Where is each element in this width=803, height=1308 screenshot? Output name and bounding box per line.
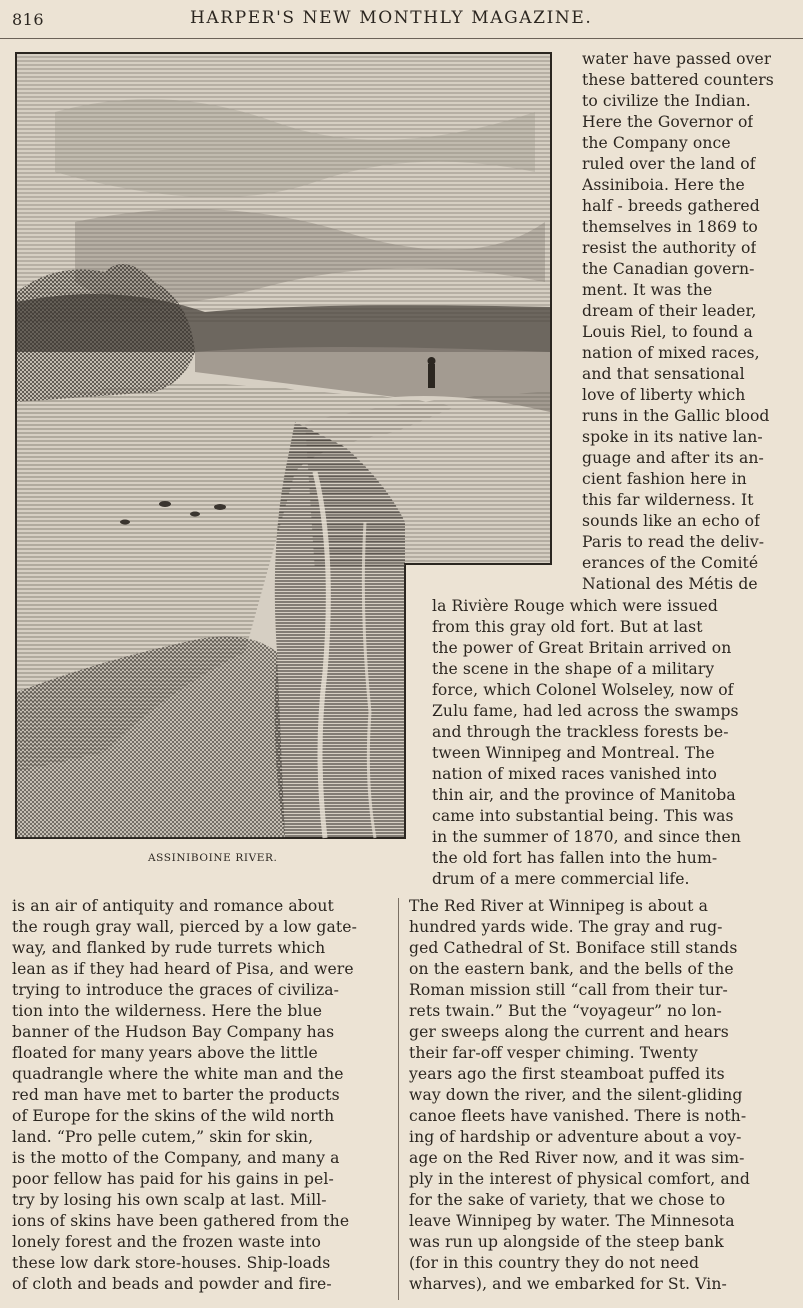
text-line: try by losing his own scalp at last. Mill- — [12, 1191, 327, 1209]
text-line: Assiniboia. Here the — [582, 176, 745, 194]
magazine-title: HARPER'S NEW MONTHLY MAGAZINE. — [190, 8, 593, 28]
text-line: thin air, and the province of Manitoba — [432, 786, 736, 804]
text-line: the Company once — [582, 134, 731, 152]
text-line: poor fellow has paid for his gains in pel- — [12, 1170, 334, 1188]
text-line: ply in the interest of physical comfort, and — [409, 1170, 750, 1188]
text-line: the Canadian govern- — [582, 260, 755, 278]
text-line: canoe fleets have vanished. There is noth- — [409, 1107, 747, 1125]
text-line: sounds like an echo of — [582, 512, 761, 530]
text-line: leave Winnipeg by water. The Minnesota — [409, 1212, 735, 1230]
text-line: in the summer of 1870, and since then — [432, 828, 741, 846]
text-line: themselves in 1869 to — [582, 218, 758, 236]
text-line: this far wilderness. It — [582, 491, 754, 509]
text-line: force, which Colonel Wolseley, now of — [432, 681, 734, 699]
text-line: rets twain.” But the “voyageur” no lon- — [409, 1002, 722, 1020]
text-line: dream of their leader, — [582, 302, 757, 320]
text-line: Roman mission still “call from their tur- — [409, 981, 728, 999]
text-line: nation of mixed races vanished into — [432, 765, 718, 783]
text-line: drum of a mere commercial life. — [432, 870, 690, 888]
text-line: these battered counters — [582, 71, 774, 89]
text-line: half - breeds gathered — [582, 197, 760, 215]
text-line: of cloth and beads and powder and fire- — [12, 1275, 332, 1293]
text-line: is the motto of the Company, and many a — [12, 1149, 340, 1167]
text-line: on the eastern bank, and the bells of the — [409, 960, 734, 978]
text-line: wharves), and we embarked for St. Vin- — [409, 1275, 727, 1293]
text-line: to civilize the Indian. — [582, 92, 751, 110]
text-line: runs in the Gallic blood — [582, 407, 770, 425]
text-line: and through the trackless forests be- — [432, 723, 729, 741]
text-line: ger sweeps along the current and hears — [409, 1023, 729, 1041]
text-line: floated for many years above the little — [12, 1044, 318, 1062]
text-line: the scene in the shape of a military — [432, 660, 715, 678]
text-line: The Red River at Winnipeg is about a — [409, 897, 708, 915]
text-line: is an air of antiquity and romance about — [12, 897, 334, 915]
page-number: 816 — [12, 10, 45, 29]
text-line: red man have met to barter the products — [12, 1086, 340, 1104]
text-line: these low dark store-houses. Ship-loads — [12, 1254, 331, 1272]
text-line: from this gray old fort. But at last — [432, 618, 703, 636]
text-line: cient fashion here in — [582, 470, 747, 488]
text-line: la Rivière Rouge which were issued — [432, 597, 718, 615]
text-line: years ago the first steamboat puffed its — [409, 1065, 725, 1083]
text-line: erances of the Comité — [582, 554, 759, 572]
text-line: banner of the Hudson Bay Company has — [12, 1023, 335, 1041]
text-line: the power of Great Britain arrived on — [432, 639, 732, 657]
text-line: land. “Pro pelle cutem,” skin for skin, — [12, 1128, 314, 1146]
text-line: ment. It was the — [582, 281, 713, 299]
text-line: guage and after its an- — [582, 449, 764, 467]
text-line: their far-off vesper chiming. Twenty — [409, 1044, 698, 1062]
text-line: hundred yards wide. The gray and rug- — [409, 918, 723, 936]
text-line: and that sensational — [582, 365, 745, 383]
text-line: ions of skins have been gathered from the — [12, 1212, 350, 1230]
text-line: Zulu fame, had led across the swamps — [432, 702, 739, 720]
text-line: ruled over the land of — [582, 155, 756, 173]
text-line: National des Métis de — [582, 575, 758, 593]
text-line: way down the river, and the silent-gliding — [409, 1086, 743, 1104]
column-divider — [398, 898, 399, 1300]
text-line: of Europe for the skins of the wild north — [12, 1107, 335, 1125]
illustration-caption: ASSINIBOINE RIVER. — [148, 852, 278, 864]
text-line: the rough gray wall, pierced by a low gate- — [12, 918, 357, 936]
text-line: way, and flanked by rude turrets which — [12, 939, 326, 957]
text-line: love of liberty which — [582, 386, 746, 404]
text-line: age on the Red River now, and it was sim- — [409, 1149, 745, 1167]
text-line: tion into the wilderness. Here the blue — [12, 1002, 323, 1020]
text-line: was run up alongside of the steep bank — [409, 1233, 724, 1251]
text-line: ing of hardship or adventure about a voy- — [409, 1128, 742, 1146]
text-line: resist the authority of — [582, 239, 757, 257]
text-line: Here the Governor of — [582, 113, 754, 131]
text-line: ged Cathedral of St. Boniface still stands — [409, 939, 738, 957]
text-line: water have passed over — [582, 50, 772, 68]
text-line: nation of mixed races, — [582, 344, 760, 362]
text-line: came into substantial being. This was — [432, 807, 734, 825]
text-line: the old fort has fallen into the hum- — [432, 849, 718, 867]
text-line: tween Winnipeg and Montreal. The — [432, 744, 715, 762]
text-line: Paris to read the deliv- — [582, 533, 765, 551]
text-line: quadrangle where the white man and the — [12, 1065, 344, 1083]
page-header — [0, 0, 803, 39]
text-line: lean as if they had heard of Pisa, and were — [12, 960, 354, 978]
text-line: trying to introduce the graces of civiliza- — [12, 981, 340, 999]
text-line: Louis Riel, to found a — [582, 323, 753, 341]
text-line: for the sake of variety, that we chose to — [409, 1191, 726, 1209]
text-line: (for in this country they do not need — [409, 1254, 700, 1272]
text-line: lonely forest and the frozen waste into — [12, 1233, 321, 1251]
text-line: spoke in its native lan- — [582, 428, 763, 446]
